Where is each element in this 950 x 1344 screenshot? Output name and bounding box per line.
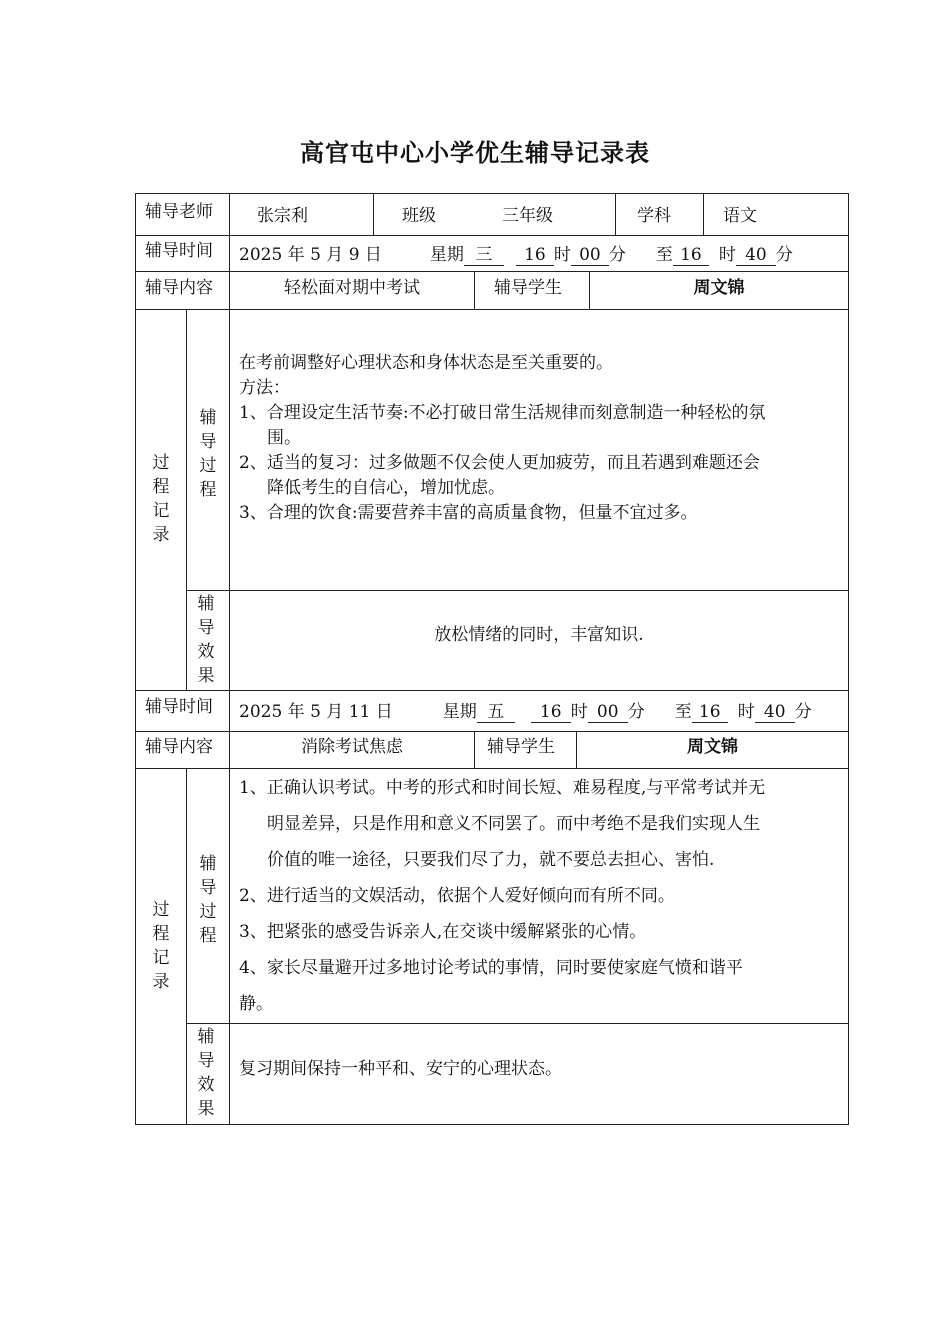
to-label: 至 — [655, 245, 673, 265]
session-date: 2025 年 5 月 9 日 — [239, 245, 382, 265]
process-line: 1、合理设定生活节奏:不必打破日常生活规律而刻意制造一种轻松的氛 — [239, 403, 766, 423]
process-line: 2、适当的复习：过多做题不仅会使人更加疲劳，而且若遇到难题还会 — [239, 453, 760, 473]
hour-label: 时 — [553, 245, 571, 265]
session-time-row — [239, 244, 793, 266]
process-line: 价值的唯一途径，只要我们尽了力，就不要总去担心、害怕. — [267, 850, 715, 870]
student-label: 辅导学生 — [487, 737, 555, 757]
subject-label: 学科 — [637, 206, 671, 226]
process-line: 明显差异，只是作用和意义不同罢了。而中考绝不是我们实现人生 — [267, 814, 760, 834]
subject-value: 语文 — [723, 206, 757, 226]
process-line: 降低考生的自信心，增加忧虑。 — [267, 478, 505, 498]
minute-label: 分 — [775, 245, 793, 265]
session-time-row — [239, 701, 812, 723]
student-name: 周文锦 — [693, 278, 745, 298]
end-minute: 40 — [736, 245, 776, 266]
effect-text: 复习期间保持一种平和、安宁的心理状态。 — [239, 1059, 562, 1079]
start-hour: 16 — [531, 702, 571, 723]
to-label: 至 — [674, 702, 692, 722]
content-label: 辅导内容 — [145, 278, 213, 298]
process-label: 辅导过程 — [199, 854, 217, 946]
hour-label: 时 — [737, 702, 755, 722]
weekday-value: 三 — [464, 245, 504, 266]
student-name: 周文锦 — [687, 737, 738, 757]
process-line: 方法： — [239, 378, 290, 398]
student-label: 辅导学生 — [494, 278, 562, 298]
process-text — [239, 351, 766, 526]
process-text — [239, 770, 765, 1022]
hour-label: 时 — [570, 702, 588, 722]
process-line: 3、合理的饮食:需要营养丰富的高质量食物，但量不宜过多。 — [239, 503, 698, 523]
process-line: 3、把紧张的感受告诉亲人,在交谈中缓解紧张的心情。 — [239, 922, 647, 942]
process-line: 1、正确认识考试。中考的形式和时间长短、难易程度,与平常考试并无 — [239, 778, 766, 798]
end-hour: 16 — [673, 245, 709, 266]
session-content: 轻松面对期中考试 — [284, 278, 420, 298]
process-record-label: 过程记录 — [152, 453, 170, 545]
weekday-label: 星期 — [442, 702, 477, 722]
effect-label: 辅导效果 — [197, 594, 215, 686]
page-title: 高官屯中心小学优生辅导记录表 — [300, 138, 650, 167]
session-date: 2025 年 5 月 11 日 — [239, 702, 393, 722]
weekday-label: 星期 — [429, 245, 464, 265]
weekday-value: 五 — [477, 702, 515, 723]
start-minute: 00 — [571, 245, 609, 266]
process-line: 在考前调整好心理状态和身体状态是至关重要的。 — [239, 353, 613, 373]
class-value: 三年级 — [502, 206, 553, 226]
process-line: 2、进行适当的文娱活动，依据个人爱好倾向而有所不同。 — [239, 886, 675, 906]
teacher-label: 辅导老师 — [145, 202, 213, 222]
process-line: 4、家长尽量避开过多地讨论考试的事情，同时要使家庭气愤和谐平 — [239, 958, 743, 978]
time-label: 辅导时间 — [145, 241, 213, 261]
start-hour: 16 — [516, 245, 554, 266]
effect-text: 放松情绪的同时，丰富知识. — [434, 625, 644, 645]
hour-label: 时 — [718, 245, 736, 265]
minute-label: 分 — [608, 245, 626, 265]
time-label: 辅导时间 — [145, 697, 213, 717]
process-line: 围。 — [267, 428, 301, 448]
session-content: 消除考试焦虑 — [301, 737, 403, 757]
content-label: 辅导内容 — [145, 737, 213, 757]
effect-label: 辅导效果 — [197, 1027, 215, 1119]
process-record-label: 过程记录 — [152, 900, 170, 992]
process-line: 静。 — [239, 994, 273, 1014]
teacher-name: 张宗利 — [257, 206, 308, 226]
class-label: 班级 — [402, 206, 436, 226]
process-label: 辅导过程 — [199, 408, 217, 500]
end-hour: 16 — [692, 702, 728, 723]
start-minute: 00 — [588, 702, 628, 723]
end-minute: 40 — [755, 702, 795, 723]
minute-label: 分 — [794, 702, 812, 722]
minute-label: 分 — [627, 702, 645, 722]
